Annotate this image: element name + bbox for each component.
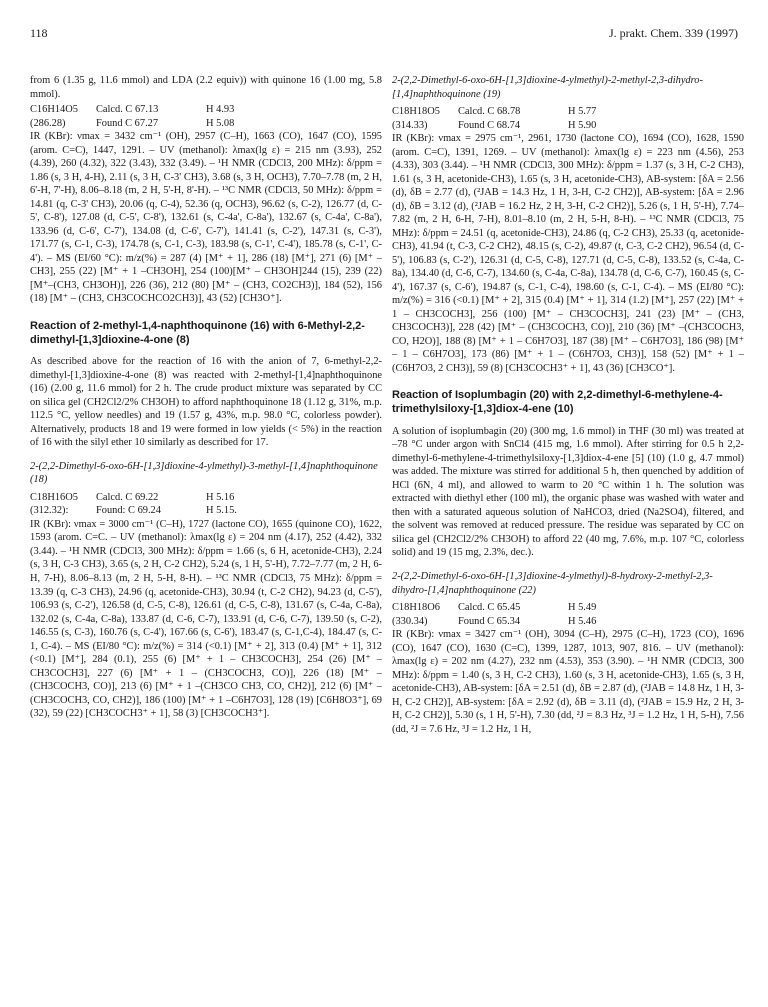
- section-text-2: A solution of isoplumbagin (20) (300 mg, 1.6 mmol) in THF (30 ml) was treated at –78 °C under argon with SnCl4 (415 mg, 1.6 mmol). After stirring for 0.5 h 2,2-dimethyl-6-methylene-4-trimethylsiloxy-[1,3]diox-4-ene [5] (10) (1.0 g, 4.7 mmol) was added. The mixture was stirred for additional 5 h, then quenched by addition of HCl (6N, 4 ml), and allowed to warm to 20 °C within 1 h. The solution was extracted with diethyl ether (100 ml), the organic phase was washed with water and then with a saturated aqueous solution of NaHCO3, dried (Na2SO4), filtered, and the solvent was removed at reduced pressure. The residue was separated by CC on silica gel (CH2Cl2/2% CH3OH) to afford 22 (40 mg, 7.6%, m.p. 107 °C, colorless solid) and 19 (15 mg, 2.3%, dec.).: [392, 425, 744, 559]
- calcd-h: H 5.77: [568, 106, 597, 118]
- formula: C16H14O5: [30, 104, 78, 116]
- found-h: H 5.15.: [206, 505, 237, 517]
- section-heading-2: Reaction of Isoplumbagin (20) with 2,2-dimethyl-6-methylene-4-trimethylsiloxy-[1,3]diox-4-ene (10): [392, 389, 723, 416]
- formula: C18H18O5: [392, 106, 440, 118]
- calcd-c: Calcd. C 69.22: [96, 491, 159, 503]
- left-column: [30, 74, 382, 999]
- calcd-c: Calcd. C 65.45: [458, 602, 521, 614]
- section-heading: Reaction of 2-methyl-1,4-naphthoquinone (16) with 6-Methyl-2,2-dimethyl-[1,3]dioxine-4-one (8): [30, 319, 365, 346]
- elemental-analysis-19: [392, 105, 744, 132]
- calcd-h: H 4.93: [206, 104, 235, 116]
- found-c: Found: C 69.24: [96, 505, 161, 517]
- found-c: Found C 67.27: [96, 117, 159, 129]
- right-column: [392, 74, 744, 999]
- calcd-c: Calcd. C 67.13: [96, 104, 159, 116]
- found-h: H 5.08: [206, 117, 235, 129]
- compound-title-18: 2-(2,2-Dimethyl-6-oxo-6H-[1,3]dioxine-4-ylmethyl)-3-methyl-[1,4]naphthoquinone (18): [30, 460, 378, 486]
- calcd-h: H 5.16: [206, 491, 235, 503]
- molecular-weight: (314.33): [392, 119, 428, 131]
- intro-text: from 6 (1.35 g, 11.6 mmol) and LDA (2.2 equiv)) with quinone 16 (1.00 mg, 5.8 mmol).: [30, 75, 382, 100]
- elemental-analysis-18: [30, 491, 382, 518]
- spectral-data-19: IR (KBr): νmax = 2975 cm⁻¹, 2961, 1730 (lactone CO), 1694 (CO), 1628, 1590 (arom. C=C), 1391, 1269. – UV (methanol): λmax(lg ε) = 223 nm (4.56), 253 (4.33), 303 (3.44). – ¹H NMR (CDCl3, 300 MHz): δ/ppm = 1.37 (s, 3 H, C-2 CH3), 1.61 (s, 3 H, acetonide-CH3), 1.65 (s, 3 H, acetonide-CH3), AB-system: [δA = 2.56 (d), δB = 2.77 (d), (²JAB = 14.3 Hz, 1 H, 3-H, C-2 CH2)], AB-system: [δA = 2.96 (d), δB = 3.12 (d), (²JAB = 16.2 Hz, 2 H, 3-H, C-2 CH2)], 5.26 (s, 1 H, 5'-H), 7.74–7.82 (m, 2 H, 6-H, 7-H), 8.01–8.10 (m, 2 H, 5-H, 8-H). – ¹³C NMR (CDCl3, 75 MHz): δ/ppm = 24.51 (q, acetonide-CH3), 24.86 (q, C-2 CH3), 25.33 (q, acetonide-CH3), 41.94 (t, C-3, C-2 CH2), 48.15 (s, C-2), 49.87 (t, C-3, C-2 CH2), 96.54 (d, C-5'), 106.83 (s, C-2'), 126.31 (d, C-5, C-8), 127.71 (d, C-5, C-8), 133.52 (s, C-4a, C-8a), 134.40 (d, C-6, C-7), 134.60 (s, C-4a, C-8a), 134.78 (d, C-6, C-7), 160.45 (s, C-4'), 167.37 (s, C-6'), 194.87 (s, C-1, C-4), 198.60 (s, C-1, C-4). – MS (EI/80 °C): m/z(%) = 316 (<0.1) [M⁺ + 2], 315 (0.4) [M⁺ + 1], 314 (1.2) [M⁺], 257 (22) [M⁺ + 1 – CH3COCH3], 256 (100) [M⁺ – CH3COCH3], 241 (23) [M⁺ – (CH3, CH3COCH3)], 228 (42) [M⁺ – (CH3COCH3, CO)], 210 (36) [M⁺ –(CH3COCH3, CO, H2O)], 188 (8) [M⁺ + 1 – C6H7O3], 187 (38) [M⁺ – C6H7O3], 186 (98) [M⁺ – 1 – C6H7O3], 173 (86) [M⁺ + 1 – (C6H7O3, CH3)], 158 (52) [M⁺ + 1 –(C6H7O3, 2 CH3)], 59 (8) [CH3COCH3⁺ + 1], 43 (36) [CH3CO⁺].: [392, 133, 744, 374]
- molecular-weight: (312.32):: [30, 505, 69, 517]
- elemental-analysis-c1: [30, 103, 382, 130]
- page-number: 118: [30, 26, 48, 40]
- section-text: As described above for the reaction of 16 with the anion of 7, 6-methyl-2,2-dimethyl-[1,3]dioxine-4-one (8) was reacted with 2-methyl-[1,4]naphthoquinone (16) (2.00 g, 11.6 mmol) for 2 h. The crude product mixture was separated by CC on silica gel (CH2Cl2/2% CH3OH) to afford naphthoquinone 18 (1.12 g, 31%, m.p. 112.5 °C, yellow needles) and 19 (1.57 g, 43%, m.p. 98.0 °C, colorless powder). Alternatively, products 18 and 19 were formed in low yields (< 5%) in the reaction of 16 with the silyl ether 10 similarly as described for 17.: [30, 356, 382, 449]
- elemental-analysis-22: [392, 601, 744, 628]
- compound-title-19: 2-(2,2-Dimethyl-6-oxo-6H-[1,3]dioxine-4-ylmethyl)-2-methyl-2,3-dihydro-[1,4]naphthoquinone (19): [392, 75, 703, 100]
- spectral-data-18: IR (KBr): νmax = 3000 cm⁻¹ (C–H), 1727 (lactone CO), 1655 (quinone CO), 1622, 1593 (arom. C=C. – UV (methanol): λmax(lg ε) = 204 nm (4.17), 252 (4.42), 332 (3.44). – ¹H NMR (CDCl3, 300 MHz): δ/ppm = 1.66 (s, 6 H, acetonide-CH3), 2.24 (s, 3 H, C-3 CH3), 3.65 (s, 2 H, C-2 CH2), 5.24 (s, 1 H, 5'-H), 7.72–7.77 (m, 2 H, 6-H, 7-H), 8.06–8.13 (m, 2 H, 5-H, 8-H). – ¹³C NMR (CDCl3, 75 MHz): δ/ppm = 13.39 (q, C-3 CH3), 24.96 (q, acetonide-CH3), 30.94 (t, C-2 CH2), 94.23 (d, C-5'), 106.93 (s, C-2'), 126.58 (d, C-5, C-8), 126.61 (d, C-5, C-8), 131.67 (s, C-4a, C-8a), 132.02 (s, C-4a, C-8a), 133.87 (d, C-6, C-7), 133.91 (d, C-6, C-7), 139.50 (s, C-2), 146.55 (s, C-3), 160.76 (s, C-4'), 167.66 (s, C-6'), 183.47 (s, C-1,C-4), 184.47 (s, C-1, C-4). – MS (EI/80 °C): m/z(%) = 314 (<0.1) [M⁺ + 2], 313 (0.4) [M⁺ + 1], 312 (<0.1) [M⁺], 284 (0.1), 255 (6) [M⁺ + 1 – CH3COCH3], 254 (26) [M⁺ – CH3COCH3], 227 (6) [M⁺ + 1 – (CH3COCH3, CO)], 226 (18) [M⁺ – (CH3COCH3, CO)], 213 (6) [M⁺ + 1 –(CH3CO CH3, CO, CH2)], 212 (6) [M⁺ – (CH3COCH3, CO, CH2)], 186 (100) [M⁺ + 1 –C6H7O3], 128 (19) [C6H8O3⁺], 69 (32), 59 (22) [CH3COCH3⁺ + 1], 58 (3) [CH3COCH3⁺].: [30, 518, 382, 720]
- formula: C18H16O5: [30, 491, 78, 503]
- found-h: H 5.46: [568, 615, 597, 627]
- running-header: [30, 26, 738, 44]
- formula: C18H18O6: [392, 602, 440, 614]
- found-c: Found C 65.34: [458, 615, 521, 627]
- molecular-weight: (286.28): [30, 117, 66, 129]
- found-c: Found C 68.74: [458, 119, 521, 131]
- compound-title-22: 2-(2,2-Dimethyl-6-oxo-6H-[1,3]dioxine-4-ylmethyl)-8-hydroxy-2-methyl-2,3-dihydro-[1,4]naphthoquinone (22): [392, 571, 713, 596]
- calcd-c: Calcd. C 68.78: [458, 106, 521, 118]
- spectral-data-c1: IR (KBr): νmax = 3432 cm⁻¹ (OH), 2957 (C–H), 1663 (CO), 1647 (CO), 1595 (arom. C=C), 1447, 1291. – UV (methanol): λmax(lg ε) = 215 nm (3.93), 252 (4.39), 260 (4.32), 322 (3.43), 332 (3.49). – ¹H NMR (CDCl3, 200 MHz): δ/ppm = 1.86 (s, 3 H, 4-H), 2.11 (s, 3 H, C-3' CH3), 3.68 (s, 3 H, OCH3), 7.70–7.78 (m, 2 H, 6'-H, 7'-H), 8.06–8.18 (m, 2 H, 5'-H, 8'-H). – ¹³C NMR (CDCl3, 50 MHz): δ/ppm = 14.81 (q, C-3' CH3), 20.06 (q, C-4), 52.36 (q, OCH3), 96.62 (s, C-2), 126.77 (d, C-5', C-8'), 127.08 (d, C-5', C-8'), 132.61 (s, C-4a', C-8a'), 132.67 (s, C-4a', C-8a'), 133.96 (d, C-6', C-7'), 134.08 (d, C-6', C-7'), 141.41 (s, C-2'), 147.31 (s, C-3'), 171.77 (s, C-1, C-3), 174.78 (s, C-1, C-3), 183.98 (s, C-1', C-4'), 185.78 (s, C-1', C-4'). – MS (EI/60 °C): m/z(%) = 287 (4) [M⁺ + 1], 286 (18) [M⁺], 271 (6) [M⁺ – CH3], 255 (22) [M⁺ + 1 –CH3OH], 254 (100)[M⁺ – CH3OH]244 (15), 239 (22) [M⁺–(CH3, CH3OH)], 226 (36), 212 (80) [M⁺ – (CH3, CO2CH3)], 184 (52), 156 (18) [M⁺ – (CH3, CH3COCHCO2CH3)], 43 (52) [CH3O⁺].: [30, 131, 382, 305]
- calcd-h: H 5.49: [568, 602, 597, 614]
- molecular-weight: (330.34): [392, 615, 428, 627]
- spectral-data-22: IR (KBr): νmax = 3427 cm⁻¹ (OH), 3094 (C–H), 2975 (C–H), 1723 (CO), 1696 (CO), 1647 (CO), 1630 (C=C), 1399, 1287, 1013, 907, 816. – UV (methanol): λmax(lg ε) = 202 nm (4.27), 232 nm (4.53), 353 (3.90). – ¹H NMR (CDCl3, 300 MHz): δ/ppm = 1.40 (s, 3 H, C-2 CH3), 1.60 (s, 3 H, acetonide-CH3), 1.65 (s, 3 H, acetonide-CH3), AB-system: [δA = 2.51 (d), δB = 2.87 (d), (²JAB = 14.8 Hz, 1 H, 3-H, C-2 CH2)], AB-system: [δA = 2.92 (d), δB = 3.11 (d), (²JAB = 15.9 Hz, 2 H, 3-H, C-2 CH2)], 5.30 (s, 1 H, 5'-H), 7.30 (dd, ²J = 8.3 Hz, ³J = 1.2 Hz, 1 H, 5-H), 7.56 (dd, ²J = 7.6 Hz, ³J = 1.2 Hz, 1 H,: [392, 629, 744, 735]
- journal-reference: J. prakt. Chem. 339 (1997): [609, 26, 738, 40]
- found-h: H 5.90: [568, 119, 597, 131]
